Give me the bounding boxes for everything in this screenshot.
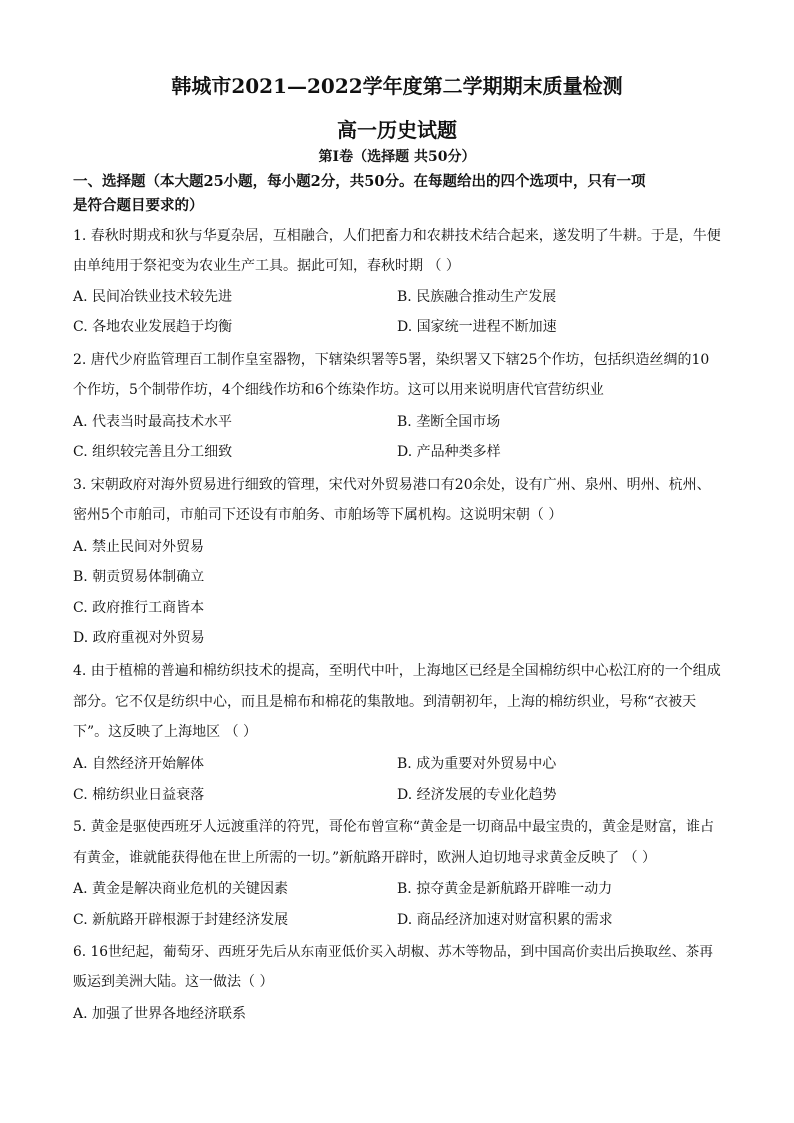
question-2-option-c: C. 组织较完善且分工细致 — [73, 444, 233, 460]
question-3-option-c: C. 政府推行工商皆本 — [73, 600, 205, 616]
question-2-stem-line-1: 2. 唐代少府监管理百工制作皇室器物，下辖染织署等5署，染织署又下辖25个作坊，包括织造丝绸的10 — [73, 352, 710, 368]
question-5-option-a: A. 黄金是解决商业危机的关键因素 — [73, 881, 289, 897]
question-4-stem-line-3: 下”。这反映了上海地区 （ ） — [73, 724, 258, 740]
question-4-option-c: C. 棉纺织业日益衰落 — [73, 787, 205, 803]
question-3-option-b: B. 朝贡贸易体制确立 — [73, 569, 205, 585]
question-6-stem-line-1: 6. 16世纪起，葡萄牙、西班牙先后从东南亚低价买入胡椒、苏木等物品，到中国高价卖出后换取丝、茶再 — [73, 944, 713, 960]
question-1-stem-line-1: 1. 春秋时期戎和狄与华夏杂居，互相融合，人们把畜力和农耕技术结合起来，遂发明了牛耕。于是，牛便 — [73, 228, 721, 244]
question-3-stem-line-1: 3. 宋朝政府对海外贸易进行细致的管理，宋代对外贸易港口有20余处，设有广州、泉州、明州、杭州、 — [73, 477, 711, 493]
question-2-option-a: A. 代表当时最高技术水平 — [73, 414, 233, 430]
question-5-option-c: C. 新航路开辟根源于封建经济发展 — [73, 912, 289, 928]
question-1-option-a: A. 民间冶铁业技术较先进 — [73, 289, 233, 305]
question-6-stem-line-2: 贩运到美洲大陆。这一做法（ ） — [73, 974, 274, 990]
question-4-option-b: B. 成为重要对外贸易中心 — [397, 756, 557, 772]
question-2-option-b: B. 垄断全国市场 — [397, 414, 501, 430]
question-2-stem-line-2: 个作坊，5个制带作坊，4个细线作坊和6个练染作坊。这可以用来说明唐代官营纺织业 — [73, 382, 604, 398]
question-3-option-a: A. 禁止民间对外贸易 — [73, 539, 205, 555]
section-heading-line-1: 一、选择题（本大题25小题，每小题2分，共50分。在每题给出的四个选项中，只有一项 — [73, 173, 646, 190]
question-5-option-d: D. 商品经济加速对财富积累的需求 — [397, 912, 613, 928]
question-3-option-d: D. 政府重视对外贸易 — [73, 630, 205, 646]
question-6-option-a: A. 加强了世界各地经济联系 — [73, 1006, 247, 1022]
question-1-option-d: D. 国家统一进程不断加速 — [397, 319, 557, 335]
exam-title: 韩城市2021—2022学年度第二学期期末质量检测 — [171, 74, 623, 98]
question-4-stem-line-2: 部分。它不仅是纺织中心，而且是棉布和棉花的集散地。到清朝初年，上海的棉纺织业，号称“衣被天 — [73, 694, 697, 710]
question-1-option-b: B. 民族融合推动生产发展 — [397, 289, 557, 305]
question-5-option-b: B. 掠夺黄金是新航路开辟唯一动力 — [397, 881, 613, 897]
question-5-stem-line-1: 5. 黄金是驱使西班牙人远渡重洋的符咒，哥伦布曾宣称“黄金是一切商品中最宝贵的，黄金是财富，谁占 — [73, 819, 714, 835]
question-1-option-c: C. 各地农业发展趋于均衡 — [73, 319, 233, 335]
question-4-option-d: D. 经济发展的专业化趋势 — [397, 787, 557, 803]
exam-subtitle: 高一历史试题 — [337, 118, 457, 142]
section-heading-line-2: 是符合题目要求的） — [73, 197, 204, 214]
question-1-stem-line-2: 由单纯用于祭祀变为农业生产工具。据此可知，春秋时期 （ ） — [73, 258, 460, 274]
question-4-stem-line-1: 4. 由于植棉的普遍和棉纺织技术的提高，至明代中叶，上海地区已经是全国棉纺织中心松江府的一个组成 — [73, 663, 721, 679]
volume-heading: 第Ⅰ卷（选择题 共50分） — [318, 149, 476, 165]
question-3-stem-line-2: 密州5个市舶司，市舶司下还设有市舶务、市舶场等下属机构。这说明宋朝（ ） — [73, 507, 563, 523]
question-2-option-d: D. 产品种类多样 — [397, 444, 501, 460]
question-4-option-a: A. 自然经济开始解体 — [73, 756, 205, 772]
question-5-stem-line-2: 有黄金，谁就能获得他在世上所需的一切。”新航路开辟时，欧洲人迫切地寻求黄金反映了 （ ） — [73, 850, 657, 866]
